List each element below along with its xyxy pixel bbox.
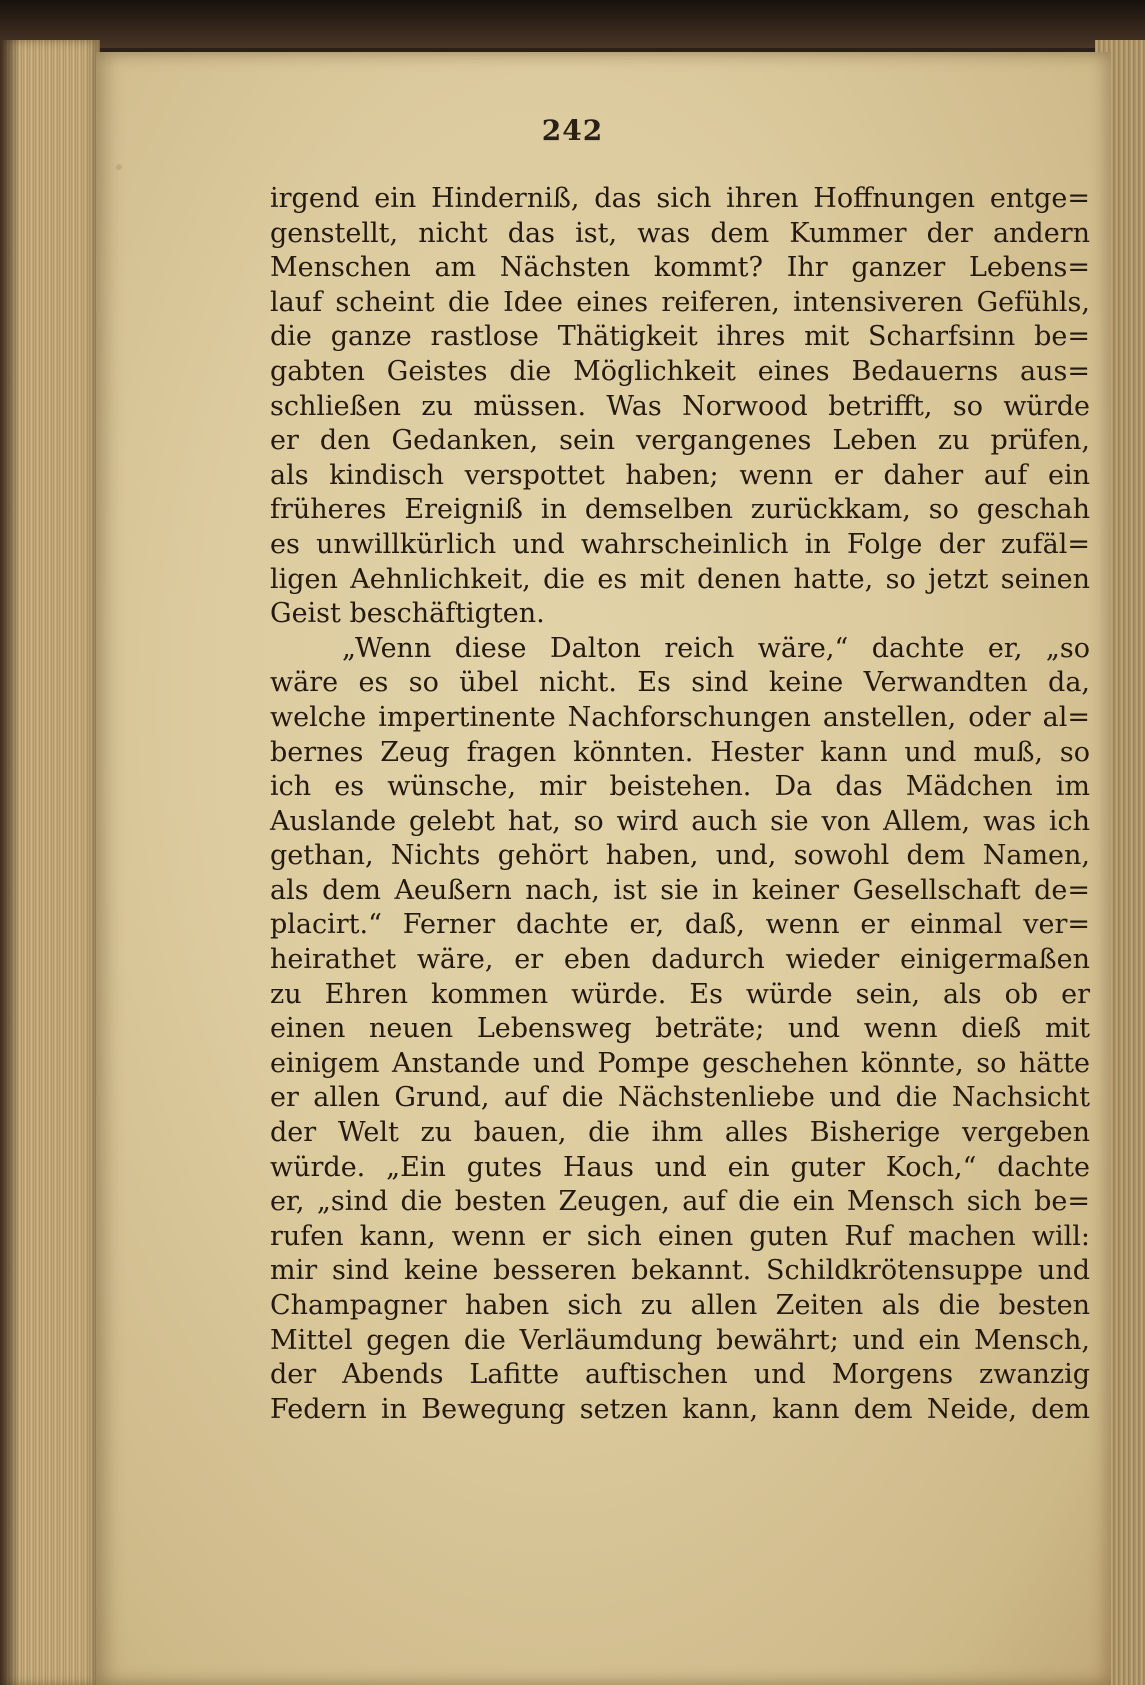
text-line: ligen Aehnlichkeit, die es mit denen hatte, so jetzt seinen [270, 563, 1090, 595]
text-line: Geist beschäftigten. [270, 598, 545, 630]
paper-spot [116, 164, 122, 170]
text-line: mir sind keine besseren bekannt. Schildkrötensuppe und [270, 1255, 1090, 1287]
text-line: rufen kann, wenn er sich einen guten Ruf machen will: [270, 1220, 1090, 1252]
text-line: placirt.“ Ferner dachte er, daß, wenn er einmal ver= [270, 909, 1090, 941]
text-line: er, „sind die besten Zeugen, auf die ein Mensch sich be= [270, 1186, 1090, 1218]
text-line: er allen Grund, auf die Nächstenliebe und die Nachsicht [270, 1082, 1090, 1114]
text-line: Auslande gelebt hat, so wird auch sie von Allem, was ich [270, 805, 1090, 837]
page-edges-shadow [0, 40, 20, 1685]
text-line: einigem Anstande und Pompe geschehen könnte, so hätte [270, 1047, 1090, 1079]
text-line: gabten Geistes die Möglichkeit eines Bedauerns aus= [270, 355, 1090, 387]
text-line: Mittel gegen die Verläumdung bewährt; und ein Mensch, [270, 1324, 1090, 1356]
text-line: gethan, Nichts gehört haben, und, sowohl dem Namen, [270, 840, 1090, 872]
page-number: 242 [541, 114, 604, 147]
book-cover-top [0, 0, 1145, 48]
text-line: Champagner haben sich zu allen Zeiten als die besten [270, 1290, 1090, 1321]
text-line: einen neuen Lebensweg beträte; und wenn dieß mit [270, 1013, 1090, 1045]
text-line: der Abends Lafitte auftischen und Morgens zwanzig [270, 1359, 1090, 1391]
text-line: er den Gedanken, sein vergangenes Leben zu prüfen, [270, 425, 1090, 457]
text-line: es unwillkürlich und wahrscheinlich in Folge der zufäl= [270, 528, 1090, 560]
text-line: zu Ehren kommen würde. Es würde sein, als ob er [270, 978, 1090, 1010]
text-line: Federn in Bewegung setzen kann, kann dem Neide, dem [270, 1393, 1090, 1425]
text-line: Menschen am Nächsten kommt? Ihr ganzer Lebens= [270, 252, 1090, 284]
text-line: irgend ein Hinderniß, das sich ihren Hoffnungen entge= [270, 183, 1090, 214]
text-line: als dem Aeußern nach, ist sie in keiner Gesellschaft de= [270, 874, 1090, 906]
text-line: ich es wünsche, mir beistehen. Da das Mädchen im [270, 771, 1090, 803]
text-line: der Welt zu bauen, die ihm alles Bisherige vergeben [270, 1117, 1090, 1149]
text-line: die ganze rastlose Thätigkeit ihres mit Scharfsinn be= [270, 321, 1090, 353]
text-line: genstellt, nicht das ist, was dem Kummer der andern [270, 217, 1090, 249]
text-line: als kindisch verspottet haben; wenn er daher auf ein [270, 459, 1090, 491]
text-line: welche impertinente Nachforschungen anstellen, oder al= [270, 701, 1090, 733]
page-body-text [270, 182, 1090, 1427]
text-line: heirathet wäre, er eben dadurch wieder einigermaßen [270, 944, 1090, 976]
text-line: bernes Zeug fragen könnten. Hester kann und muß, so [270, 736, 1090, 768]
text-line: früheres Ereigniß in demselben zurückkam, so geschah [270, 494, 1090, 526]
text-line: „Wenn diese Dalton reich wäre,“ dachte er, „so [342, 632, 1090, 664]
text-line: wäre es so übel nicht. Es sind keine Verwandten da, [270, 667, 1090, 699]
text-line: lauf scheint die Idee eines reiferen, intensiveren Gefühls, [270, 286, 1090, 318]
text-line: schließen zu müssen. Was Norwood betrifft, so würde [270, 390, 1090, 422]
text-line: würde. „Ein gutes Haus und ein guter Koch,“ dachte [270, 1151, 1090, 1183]
